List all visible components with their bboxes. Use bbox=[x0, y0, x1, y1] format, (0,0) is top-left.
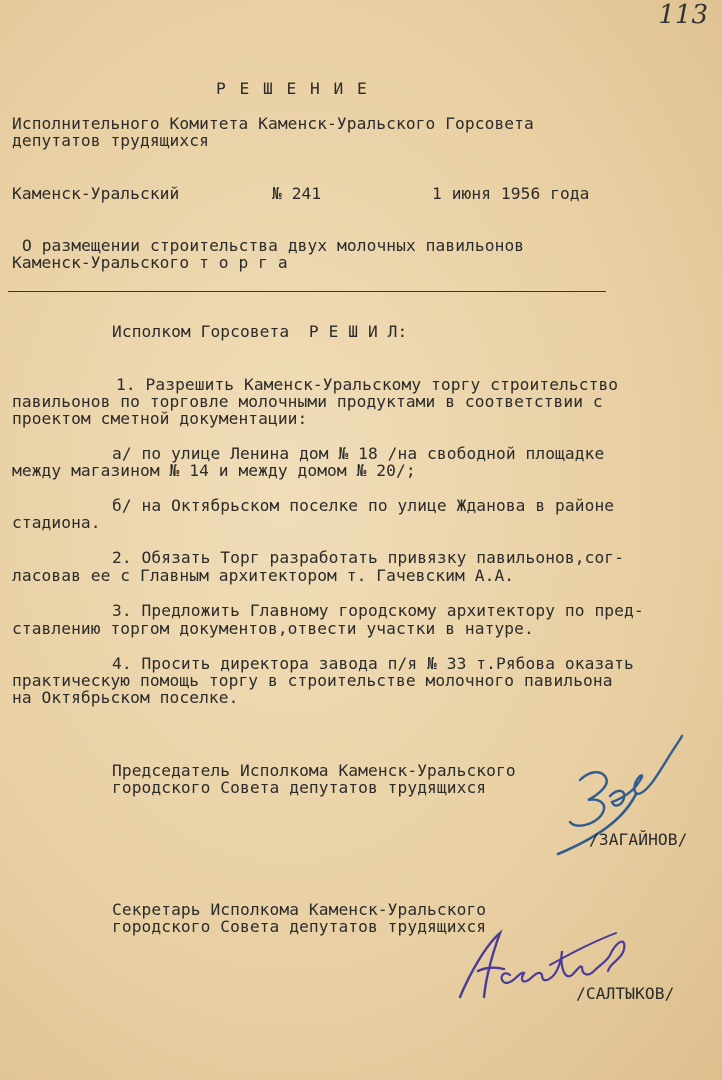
item-b-line-2: стадиона. bbox=[12, 513, 101, 532]
document-date: 1 июня 1956 года bbox=[432, 184, 590, 203]
issuer-line-1: Исполнительного Комитета Каменск-Уральского Горсовета bbox=[12, 114, 534, 133]
item-3-line-1: 3. Предложить Главному городскому архитектору по пред- bbox=[112, 601, 644, 620]
item-a-line-2: между магазином № 14 и между домом № 20/; bbox=[12, 461, 416, 480]
item-4-line-1: 4. Просить директора завода п/я № 33 т.Рябова оказать bbox=[112, 654, 634, 673]
chairman-title-line-2: городского Совета депутатов трудящихся bbox=[112, 778, 487, 797]
secretary-title-line-2: городского Совета депутатов трудящихся bbox=[112, 917, 487, 936]
chairman-name: /ЗАГАЙНОВ/ bbox=[589, 830, 688, 849]
document-number: № 241 bbox=[272, 184, 322, 203]
item-b-line-1: б/ на Октябрьском поселке по улице Жданова в районе bbox=[112, 496, 615, 515]
item-2-line-1: 2. Обязать Торг разработать привязку павильонов,сог- bbox=[112, 548, 624, 567]
item-4-line-2: практическую помощь торгу в строительстве молочного павильона bbox=[12, 671, 613, 690]
item-4-line-3: на Октябрьском поселке. bbox=[12, 688, 239, 707]
item-2-line-2: ласовав ее с Главным архитектором т. Гачевским А.А. bbox=[12, 566, 515, 585]
subject-line-2: Каменск-Уральского т о р г а bbox=[12, 253, 288, 272]
document-place: Каменск-Уральский bbox=[12, 184, 180, 203]
item-a-line-1: а/ по улице Ленина дом № 18 /на свободной площадке bbox=[112, 444, 605, 463]
archive-page-number: 113 bbox=[658, 0, 708, 30]
item-1-line-1: 1. Разрешить Каменск-Уральскому торгу строительство bbox=[116, 375, 619, 394]
item-3-line-2: ставлению торгом документов,отвести участки в натуре. bbox=[12, 619, 534, 638]
secretary-name: /САЛТЫКОВ/ bbox=[576, 984, 675, 1003]
item-1-line-3: проектом сметной документации: bbox=[12, 409, 308, 428]
document-title: Р Е Ш Е Н И Е bbox=[216, 79, 369, 98]
item-1-line-2: павильонов по торговле молочными продуктами в соответствии с bbox=[12, 392, 603, 411]
issuer-line-2: депутатов трудящихся bbox=[12, 131, 209, 150]
subject-line-1: О размещении строительства двух молочных павильонов bbox=[22, 236, 525, 255]
resolution-preamble: Исполком Горсовета Р Е Ш И Л: bbox=[112, 322, 408, 341]
secretary-title-line-1: Секретарь Исполкома Каменск-Уральского bbox=[112, 900, 487, 919]
header-divider bbox=[8, 291, 606, 292]
chairman-title-line-1: Председатель Исполкома Каменск-Уральского bbox=[112, 761, 516, 780]
